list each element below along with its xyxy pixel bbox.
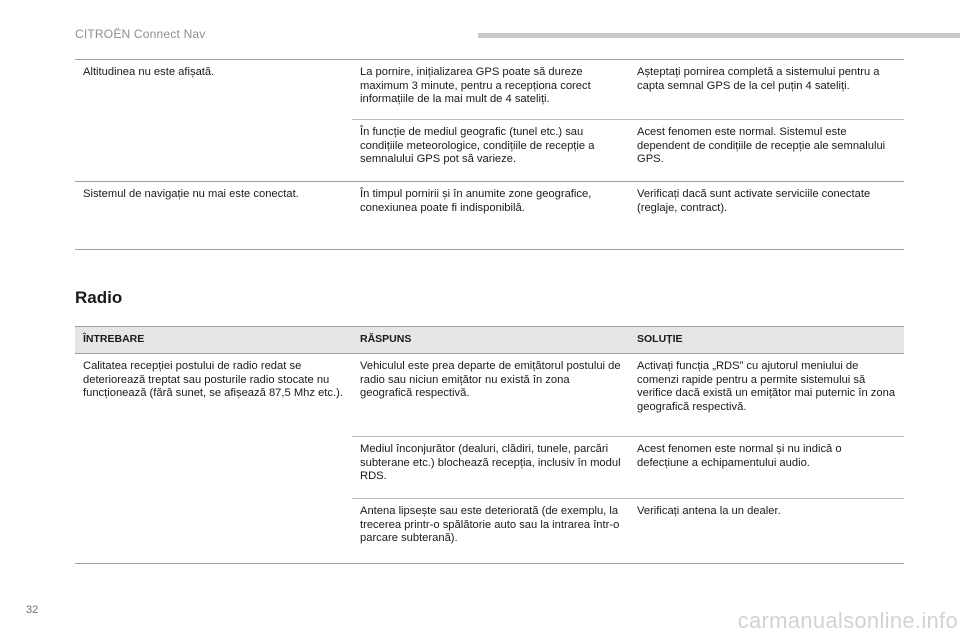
- solution-cell: Verificați antena la un dealer.: [629, 499, 904, 564]
- question-cell: Altitudinea nu este afișată.: [83, 66, 215, 78]
- section-title-radio: Radio: [75, 288, 123, 307]
- column-header-response: RĂSPUNS: [352, 327, 629, 354]
- question-cell: Calitatea recepției postului de radio redat se deteriorează treptat sau posturile radio stocate nu funcționează (fără sunet, se afișează 87,5 Mhz etc.).: [83, 360, 343, 400]
- response-cell: În funcție de mediul geografic (tunel etc.) sau condițiile meteorologice, condițiile de recepție a semnalului GPS pot să varieze.: [352, 120, 629, 182]
- response-cell: La pornire, inițializarea GPS poate să dureze maximum 3 minute, pentru a recepționa corect informațiile de la mai mult de 4 sateliți.: [360, 66, 591, 106]
- solution-cell: Acest fenomen este normal. Sistemul este dependent de condițiile de recepție ale semnalului GPS.: [629, 120, 904, 182]
- header-divider-bar: [478, 33, 960, 38]
- table-row: [75, 354, 904, 437]
- table-row: [75, 60, 904, 120]
- response-cell: Antena lipsește sau este deteriorată (de exemplu, la trecerea printr-o spălătorie auto sau la intrarea într-o parcare subterană).: [352, 499, 629, 564]
- gps-troubleshooting-table: [75, 59, 904, 250]
- watermark-text: carmanualsonline.info: [737, 608, 958, 633]
- response-cell: Vehiculul este prea departe de emițătorul postului de radio sau niciun emițător nu există în zona geografică respectivă.: [360, 360, 621, 400]
- solution-cell: Verificați dacă sunt activate serviciile conectate (reglaje, contract).: [629, 182, 904, 250]
- column-header-question: ÎNTREBARE: [75, 327, 352, 354]
- column-header-solution: SOLUȚIE: [629, 327, 904, 354]
- question-cell: Sistemul de navigație nu mai este conectat.: [75, 182, 352, 250]
- table-row: [75, 182, 904, 250]
- table-header-row: [75, 327, 904, 354]
- solution-cell: Activați funcția „RDS” cu ajutorul meniului de comenzi rapide pentru a permite sistemului să verifice dacă există un emițător mai puternic în zona geografică respectivă.: [637, 360, 896, 413]
- response-cell: În timpul pornirii și în anumite zone geografice, conexiunea poate fi indisponibilă.: [352, 182, 629, 250]
- page-number: 32: [26, 604, 39, 616]
- solution-cell: Așteptați pornirea completă a sistemului pentru a capta semnal GPS de la cel puțin 4 sateliți.: [637, 66, 880, 92]
- response-cell: Mediul înconjurător (dealuri, clădiri, tunele, parcări subterane etc.) blochează recepția, inclusiv în modul RDS.: [352, 437, 629, 499]
- document-header-title: CITROËN Connect Nav: [75, 27, 206, 41]
- radio-troubleshooting-table: [75, 326, 904, 564]
- solution-cell: Acest fenomen este normal și nu indică o defecțiune a echipamentului audio.: [629, 437, 904, 499]
